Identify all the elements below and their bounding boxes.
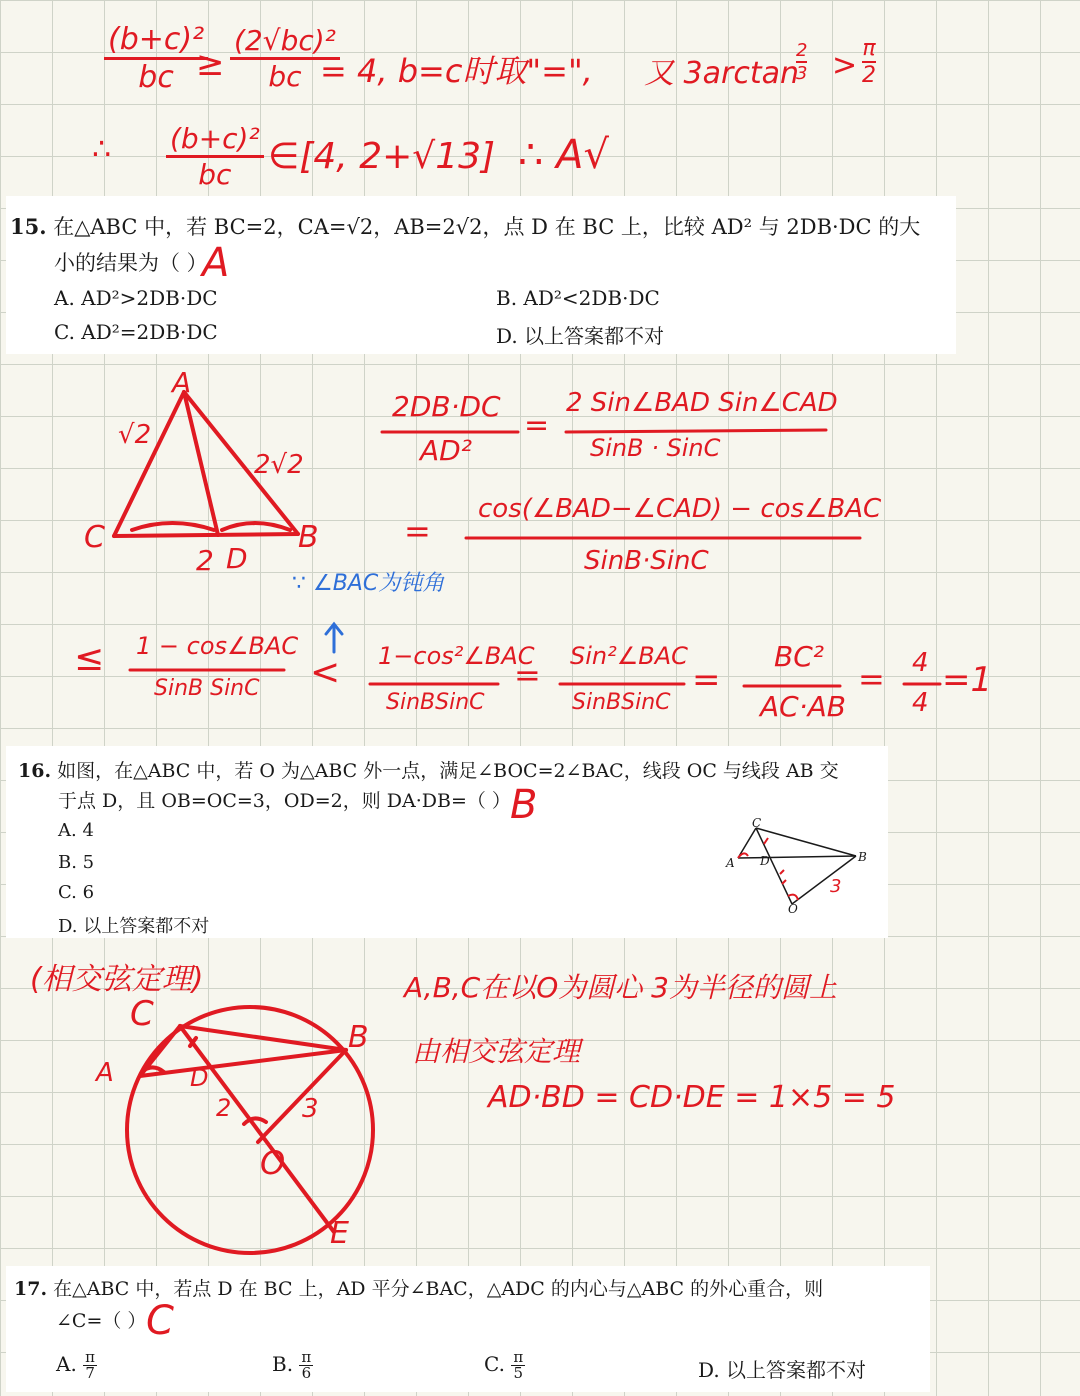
q15-handwritten-answer: A: [202, 240, 230, 286]
tri-label-b: B: [298, 520, 319, 555]
q17-option-b-label: B.: [272, 1352, 294, 1376]
q15-number: 15.: [10, 214, 47, 239]
q16-note-3: AD·BD = CD·DE = 1×5 = 5: [488, 1080, 896, 1115]
q15-option-c: C. AD²=2DB·DC: [54, 320, 218, 344]
tri-label-d: D: [226, 542, 248, 575]
note-conclusion: ∴ A√: [518, 132, 610, 178]
frac-numerator: π: [862, 36, 876, 61]
eq3-end: =1: [942, 660, 993, 700]
circle-label-d: D: [190, 1064, 209, 1092]
circle-label-3: 3: [302, 1094, 319, 1124]
q17-option-c: [484, 1350, 525, 1381]
note-line1-rest: = 4, b=c时取"=",: [320, 52, 593, 90]
q16-fig-label-a: A: [726, 856, 735, 870]
q17-option-a-label: A.: [56, 1352, 77, 1376]
circle-label-2: 2: [216, 1094, 232, 1122]
tri-side-bc-label: 2: [196, 544, 214, 577]
q16-fig-label-d: D: [760, 854, 770, 868]
eq2-num: cos(∠BAD−∠CAD) − cos∠BAC: [478, 494, 882, 524]
q16-option-b: B. 5: [58, 852, 95, 873]
eq3-f3-den: SinBSinC: [572, 690, 671, 715]
circle-label-o: O: [260, 1144, 286, 1182]
q16-stem-line1: 如图，在△ABC 中，若 O 为△ABC 外一点，满足∠BOC=2∠BAC，线段 OC 与线段 AB 交: [57, 760, 839, 782]
eq3-f5-den: 4: [912, 688, 929, 718]
q16-fig-label-3: 3: [830, 876, 842, 897]
frac-denominator: bc: [138, 60, 174, 95]
eq3-f4-den: AC·AB: [760, 690, 846, 723]
q17-line1: [14, 1272, 823, 1306]
q16-fig-label-o: O: [788, 902, 798, 916]
circle-label-b: B: [348, 1020, 369, 1055]
tri-side-ca-label: √2: [118, 420, 152, 450]
q17-option-b: [272, 1350, 313, 1381]
frac-numerator: π: [85, 1348, 96, 1366]
eq2-equals: =: [404, 512, 431, 550]
q15-stem-line2: 小的结果为（ ）: [54, 251, 208, 275]
diameter-ce: [180, 1026, 334, 1232]
q17-handwritten-answer: C: [146, 1298, 174, 1344]
q17-stem-line2: ∠C=（ ）: [56, 1310, 147, 1332]
tri-label-a: A: [172, 366, 192, 399]
eq3-eq2: =: [692, 660, 721, 700]
q15-stem-line1: 在△ABC 中，若 BC=2，CA=√2，AB=2√2，点 D 在 BC 上，比较 AD² 与 2DB·DC 的大: [53, 215, 921, 239]
frac-numerator: (b+c)²: [166, 122, 264, 158]
frac-numerator: (b+c)²: [104, 22, 208, 60]
frac-denominator: bc: [268, 60, 302, 93]
eq2-den: SinB·SinC: [584, 546, 709, 576]
q16-option-c: C. 6: [58, 882, 95, 903]
q17-option-c-label: C.: [484, 1352, 505, 1376]
q17-option-a: [56, 1350, 97, 1381]
frac-numerator: π: [301, 1348, 312, 1366]
eq3-f1-den: SinB SinC: [154, 676, 260, 701]
note-gt: >: [832, 48, 858, 83]
q15-option-b: B. AD²<2DB·DC: [496, 286, 660, 310]
frac-denominator: 2: [862, 63, 876, 88]
eq3-f2-den: SinBSinC: [386, 690, 485, 715]
eq1-equals: =: [524, 408, 550, 443]
q17-option-c-frac: [511, 1350, 525, 1381]
q16-option-a: A. 4: [58, 820, 94, 841]
q16-fig-label-b: B: [858, 850, 867, 864]
circle-label-c: C: [130, 994, 154, 1034]
note-line2-rest: ∈[4, 2+√13]: [268, 136, 496, 177]
eq1-left-num: 2DB·DC: [392, 390, 501, 423]
eq3-eq1: =: [514, 656, 541, 694]
frac-denominator: 7: [85, 1364, 95, 1382]
note-also-arctan: 又 3arctan: [644, 56, 799, 91]
q15-option-a: A. AD²>2DB·DC: [54, 286, 218, 310]
chord-ab: [140, 1050, 346, 1076]
eq3-f2-num: 1−cos²∠BAC: [378, 642, 535, 670]
circle-label-a: A: [96, 1058, 114, 1088]
eq3-f5-num: 4: [912, 648, 929, 678]
frac-numerator: (2√bc)²: [230, 24, 340, 60]
frac-denominator: bc: [198, 158, 232, 191]
q16-fig-label-c: C: [752, 816, 762, 830]
q17-stem-line1: 在△ABC 中，若点 D 在 BC 上，AD 平分∠BAC，△ADC 的内心与△ABC 的外心重合，则: [53, 1278, 824, 1300]
circle-label-e: E: [330, 1216, 349, 1251]
eq1-left-den: AD²: [420, 434, 472, 467]
q16-work-title: (相交弦定理): [30, 962, 204, 997]
q17-number: 17.: [14, 1278, 48, 1300]
eq3-f4-num: BC²: [774, 640, 824, 673]
q17-option-a-frac: [83, 1350, 97, 1381]
obtuse-angle-note: ∵ ∠BAC为钝角: [292, 571, 445, 596]
note-ge: ≥: [196, 44, 225, 84]
frac-numerator: π: [513, 1348, 524, 1366]
tri-label-c: C: [84, 520, 105, 555]
note-therefore: ∴: [92, 132, 112, 167]
eq3-lt: <: [310, 652, 341, 693]
q17-option-d: D. 以上答案都不对: [698, 1358, 867, 1382]
tri-side-ab-label: 2√2: [254, 450, 304, 480]
q16-stem-line2: 于点 D，且 OB=OC=3，OD=2，则 DA·DB=（ ）: [58, 790, 511, 812]
q16-option-d: D. 以上答案都不对: [58, 916, 210, 937]
eq3-f3-num: Sin²∠BAC: [570, 642, 688, 670]
eq3-eq3: =: [858, 660, 885, 698]
q16-note-2: 由相交弦定理: [412, 1035, 581, 1068]
frac-denominator: 6: [301, 1364, 312, 1382]
eq3-f1-num: 1 − cos∠BAC: [136, 632, 299, 660]
q16-note-1: A,B,C在以O为圆心 3为半径的圆上: [404, 971, 837, 1004]
frac-denominator: 5: [513, 1364, 524, 1382]
question-17-card: [6, 1266, 930, 1392]
q17-option-b-frac: [299, 1350, 313, 1381]
q16-number: 16.: [18, 760, 52, 782]
eq3-le: ≤: [74, 638, 105, 679]
frac-numerator: 2: [796, 40, 808, 61]
q15-option-d: D. 以上答案都不对: [496, 324, 665, 348]
eq1-right-num: 2 Sin∠BAD Sin∠CAD: [566, 388, 838, 418]
angle-mark-a: [144, 1067, 164, 1072]
q16-handwritten-answer: B: [510, 782, 538, 828]
eq1-right-den: SinB · SinC: [590, 434, 721, 462]
frac-denominator: 3: [796, 63, 808, 84]
